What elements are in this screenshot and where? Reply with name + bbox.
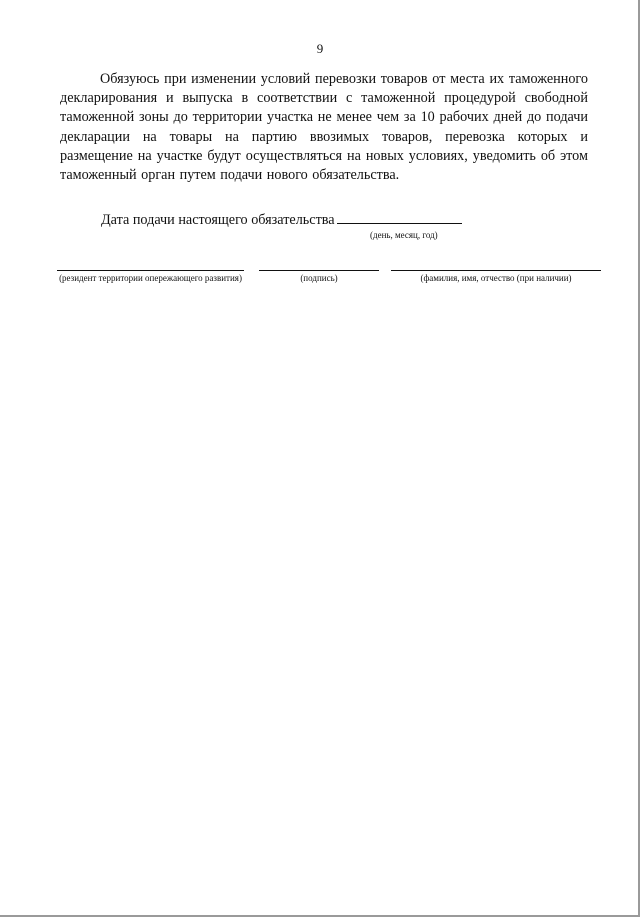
resident-caption: (резидент территории опережающего развития) xyxy=(59,273,242,283)
date-label: Дата подачи настоящего обязательства xyxy=(101,212,335,228)
obligation-text xyxy=(60,70,588,185)
fullname-line xyxy=(391,270,601,271)
fullname-caption: (фамилия, имя, отчество (при наличии) xyxy=(420,273,572,283)
signature-line xyxy=(259,270,379,271)
page-number: 9 xyxy=(316,41,324,56)
resident-signature-line xyxy=(57,270,244,271)
obligation-paragraph: Обязуюсь при изменении условий перевозки товаров от места их таможенного декларирования и выпуска в соответствии с таможенной процедурой свободной таможенной зоны до территории участка не менее чем за 10 рабочих дней до подачи декларации на товары на партию ввозимых товаров, перевозка которых и размещение на участке будут осуществляться на новых условиях, уведомить об этом таможенный орган путем подачи нового обязательства. xyxy=(60,71,588,184)
signature-caption: (подпись) xyxy=(300,273,338,283)
date-caption: (день, месяц, год) xyxy=(370,230,438,240)
date-line xyxy=(101,212,462,229)
date-blank-field xyxy=(337,222,462,224)
